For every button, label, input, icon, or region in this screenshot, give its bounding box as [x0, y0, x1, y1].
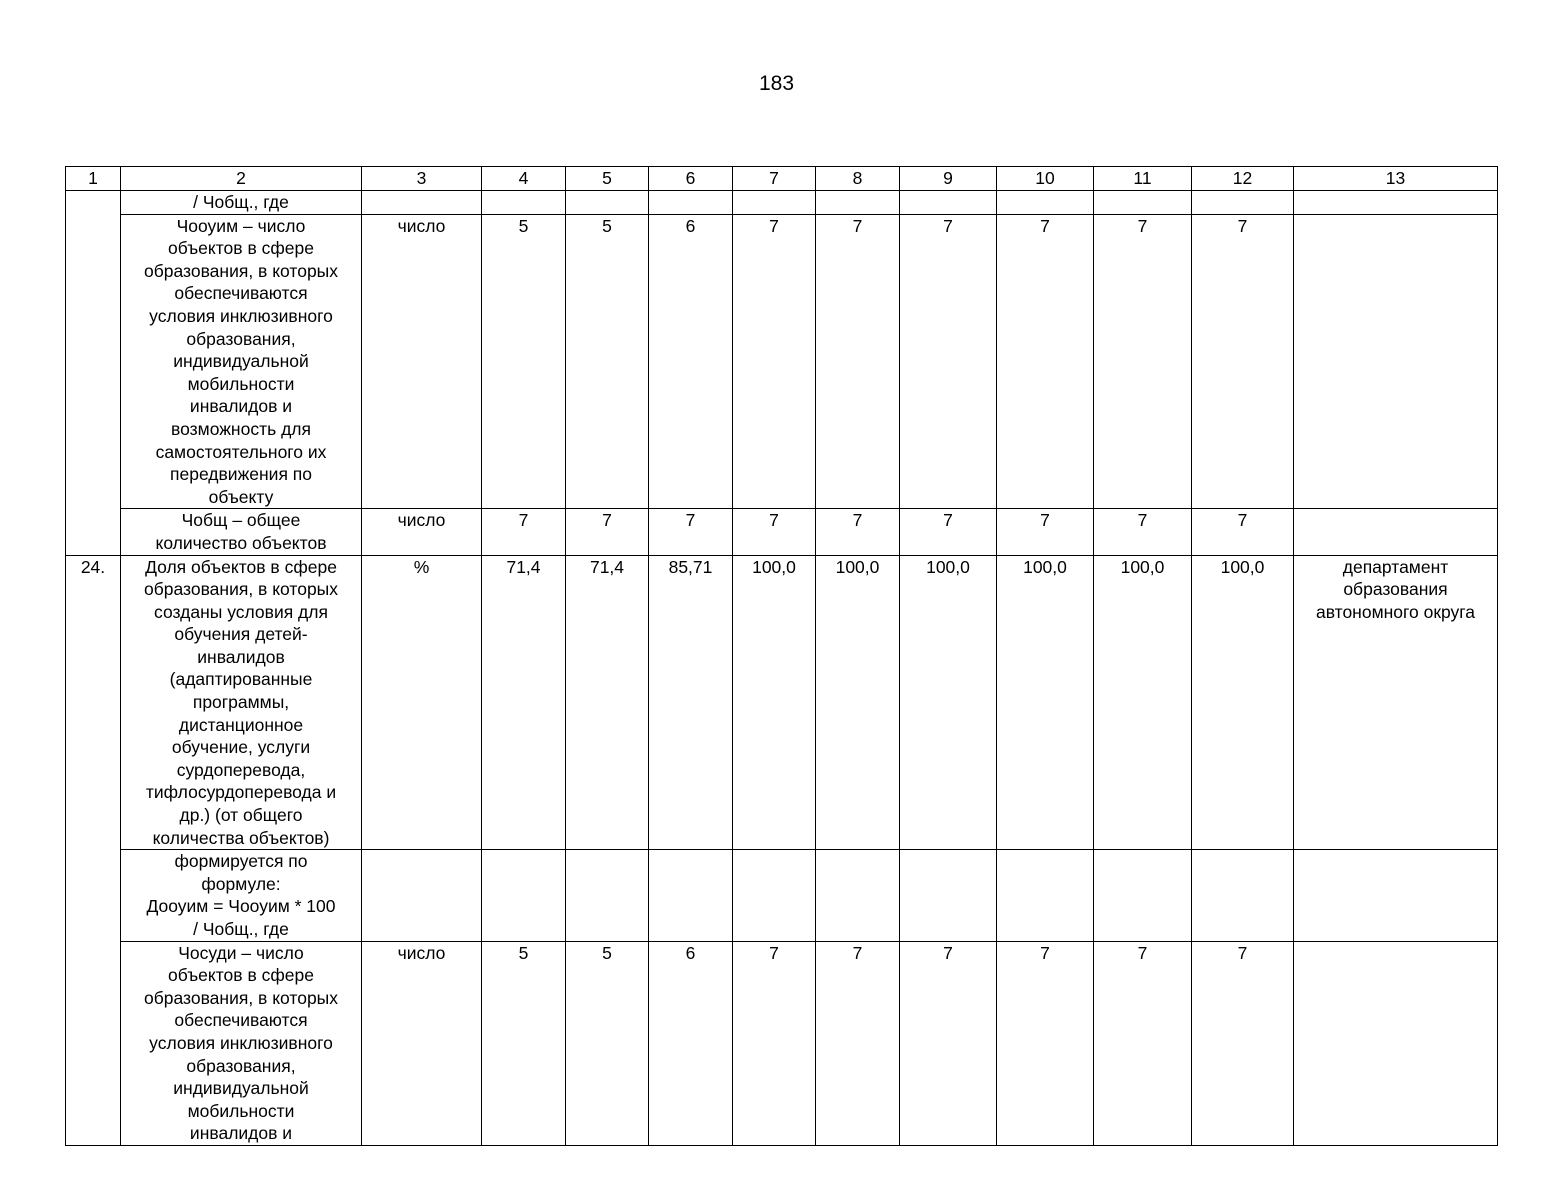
- indicators-table: [65, 166, 1498, 1146]
- value-cell: 71,4: [566, 555, 649, 850]
- value-cell: 7: [1094, 509, 1192, 555]
- unit-cell: число: [362, 509, 482, 555]
- description-cell: Чобщ – общее количество объектов: [121, 509, 362, 555]
- description-cell: / Чобщ., где: [121, 191, 362, 215]
- value-cell: 100,0: [1094, 555, 1192, 850]
- value-cell: 71,4: [482, 555, 566, 850]
- value-cell: 85,71: [649, 555, 733, 850]
- value-cell: [816, 191, 900, 215]
- header-cell: 8: [816, 167, 900, 191]
- value-cell: [997, 850, 1094, 941]
- header-cell: 6: [649, 167, 733, 191]
- value-cell: [482, 191, 566, 215]
- table-header-row: [66, 167, 1498, 191]
- value-cell: 7: [900, 941, 997, 1145]
- value-cell: 7: [733, 941, 816, 1145]
- value-cell: 7: [900, 214, 997, 509]
- header-cell: 12: [1192, 167, 1294, 191]
- value-cell: 7: [1192, 214, 1294, 509]
- table-row: [66, 509, 1498, 555]
- value-cell: 7: [733, 214, 816, 509]
- value-cell: 7: [1192, 941, 1294, 1145]
- header-cell: 11: [1094, 167, 1192, 191]
- header-cell: 3: [362, 167, 482, 191]
- value-cell: [1192, 191, 1294, 215]
- value-cell: [733, 191, 816, 215]
- value-cell: [900, 850, 997, 941]
- unit-cell: [362, 191, 482, 215]
- value-cell: [997, 191, 1094, 215]
- value-cell: 7: [1094, 941, 1192, 1145]
- description-cell: Чосуди – число объектов в сфере образования, в которых обеспечиваются условия инклюзивного образования, индивидуальной мобильности инвалидов и: [121, 941, 362, 1145]
- responsible-cell: департамент образования автономного округа: [1294, 555, 1498, 850]
- value-cell: [1192, 850, 1294, 941]
- value-cell: 7: [997, 214, 1094, 509]
- value-cell: [1094, 850, 1192, 941]
- header-cell: 9: [900, 167, 997, 191]
- value-cell: [482, 850, 566, 941]
- responsible-cell: [1294, 941, 1498, 1145]
- value-cell: 6: [649, 214, 733, 509]
- value-cell: [566, 191, 649, 215]
- value-cell: 100,0: [1192, 555, 1294, 850]
- unit-cell: [362, 850, 482, 941]
- description-cell: формируется по формуле: Дооуим = Чооуим * 100 / Чобщ., где: [121, 850, 362, 941]
- description-cell: Доля объектов в сфере образования, в которых созданы условия для обучения детей- инвалидов (адаптированные программы, дистанционное обучение, услуги сурдоперевода, тифлосурдоперевода и др.) (от общего количества объектов): [121, 555, 362, 850]
- value-cell: 7: [482, 509, 566, 555]
- value-cell: 7: [997, 941, 1094, 1145]
- value-cell: 5: [482, 941, 566, 1145]
- header-cell: 13: [1294, 167, 1498, 191]
- table-row: [66, 555, 1498, 850]
- value-cell: 100,0: [900, 555, 997, 850]
- header-cell: 1: [66, 167, 121, 191]
- row-number-cell: [66, 191, 121, 556]
- responsible-cell: [1294, 509, 1498, 555]
- row-number-cell: 24.: [66, 555, 121, 1145]
- value-cell: 7: [997, 509, 1094, 555]
- page-number: 183: [758, 72, 795, 95]
- value-cell: 5: [566, 214, 649, 509]
- header-cell: 10: [997, 167, 1094, 191]
- description-cell: Чооуим – число объектов в сфере образования, в которых обеспечиваются условия инклюзивного образования, индивидуальной мобильности инвалидов и возможность для самостоятельного их передвижения по объекту: [121, 214, 362, 509]
- unit-cell: число: [362, 214, 482, 509]
- value-cell: 7: [733, 509, 816, 555]
- value-cell: [649, 191, 733, 215]
- value-cell: [900, 191, 997, 215]
- value-cell: 7: [1192, 509, 1294, 555]
- value-cell: [566, 850, 649, 941]
- value-cell: 100,0: [816, 555, 900, 850]
- value-cell: [649, 850, 733, 941]
- value-cell: 7: [1094, 214, 1192, 509]
- value-cell: 7: [649, 509, 733, 555]
- value-cell: [1094, 191, 1192, 215]
- value-cell: 5: [482, 214, 566, 509]
- value-cell: 5: [566, 941, 649, 1145]
- value-cell: 7: [816, 509, 900, 555]
- value-cell: 6: [649, 941, 733, 1145]
- table-row: [66, 191, 1498, 215]
- header-cell: 4: [482, 167, 566, 191]
- value-cell: 7: [816, 214, 900, 509]
- table-row: [66, 941, 1498, 1145]
- responsible-cell: [1294, 850, 1498, 941]
- header-cell: 2: [121, 167, 362, 191]
- unit-cell: число: [362, 941, 482, 1145]
- header-cell: 5: [566, 167, 649, 191]
- table-row: [66, 214, 1498, 509]
- value-cell: [816, 850, 900, 941]
- header-cell: 7: [733, 167, 816, 191]
- table-row: [66, 850, 1498, 941]
- value-cell: [733, 850, 816, 941]
- value-cell: 7: [900, 509, 997, 555]
- value-cell: 7: [566, 509, 649, 555]
- value-cell: 100,0: [997, 555, 1094, 850]
- responsible-cell: [1294, 214, 1498, 509]
- value-cell: 100,0: [733, 555, 816, 850]
- value-cell: 7: [816, 941, 900, 1145]
- unit-cell: %: [362, 555, 482, 850]
- responsible-cell: [1294, 191, 1498, 215]
